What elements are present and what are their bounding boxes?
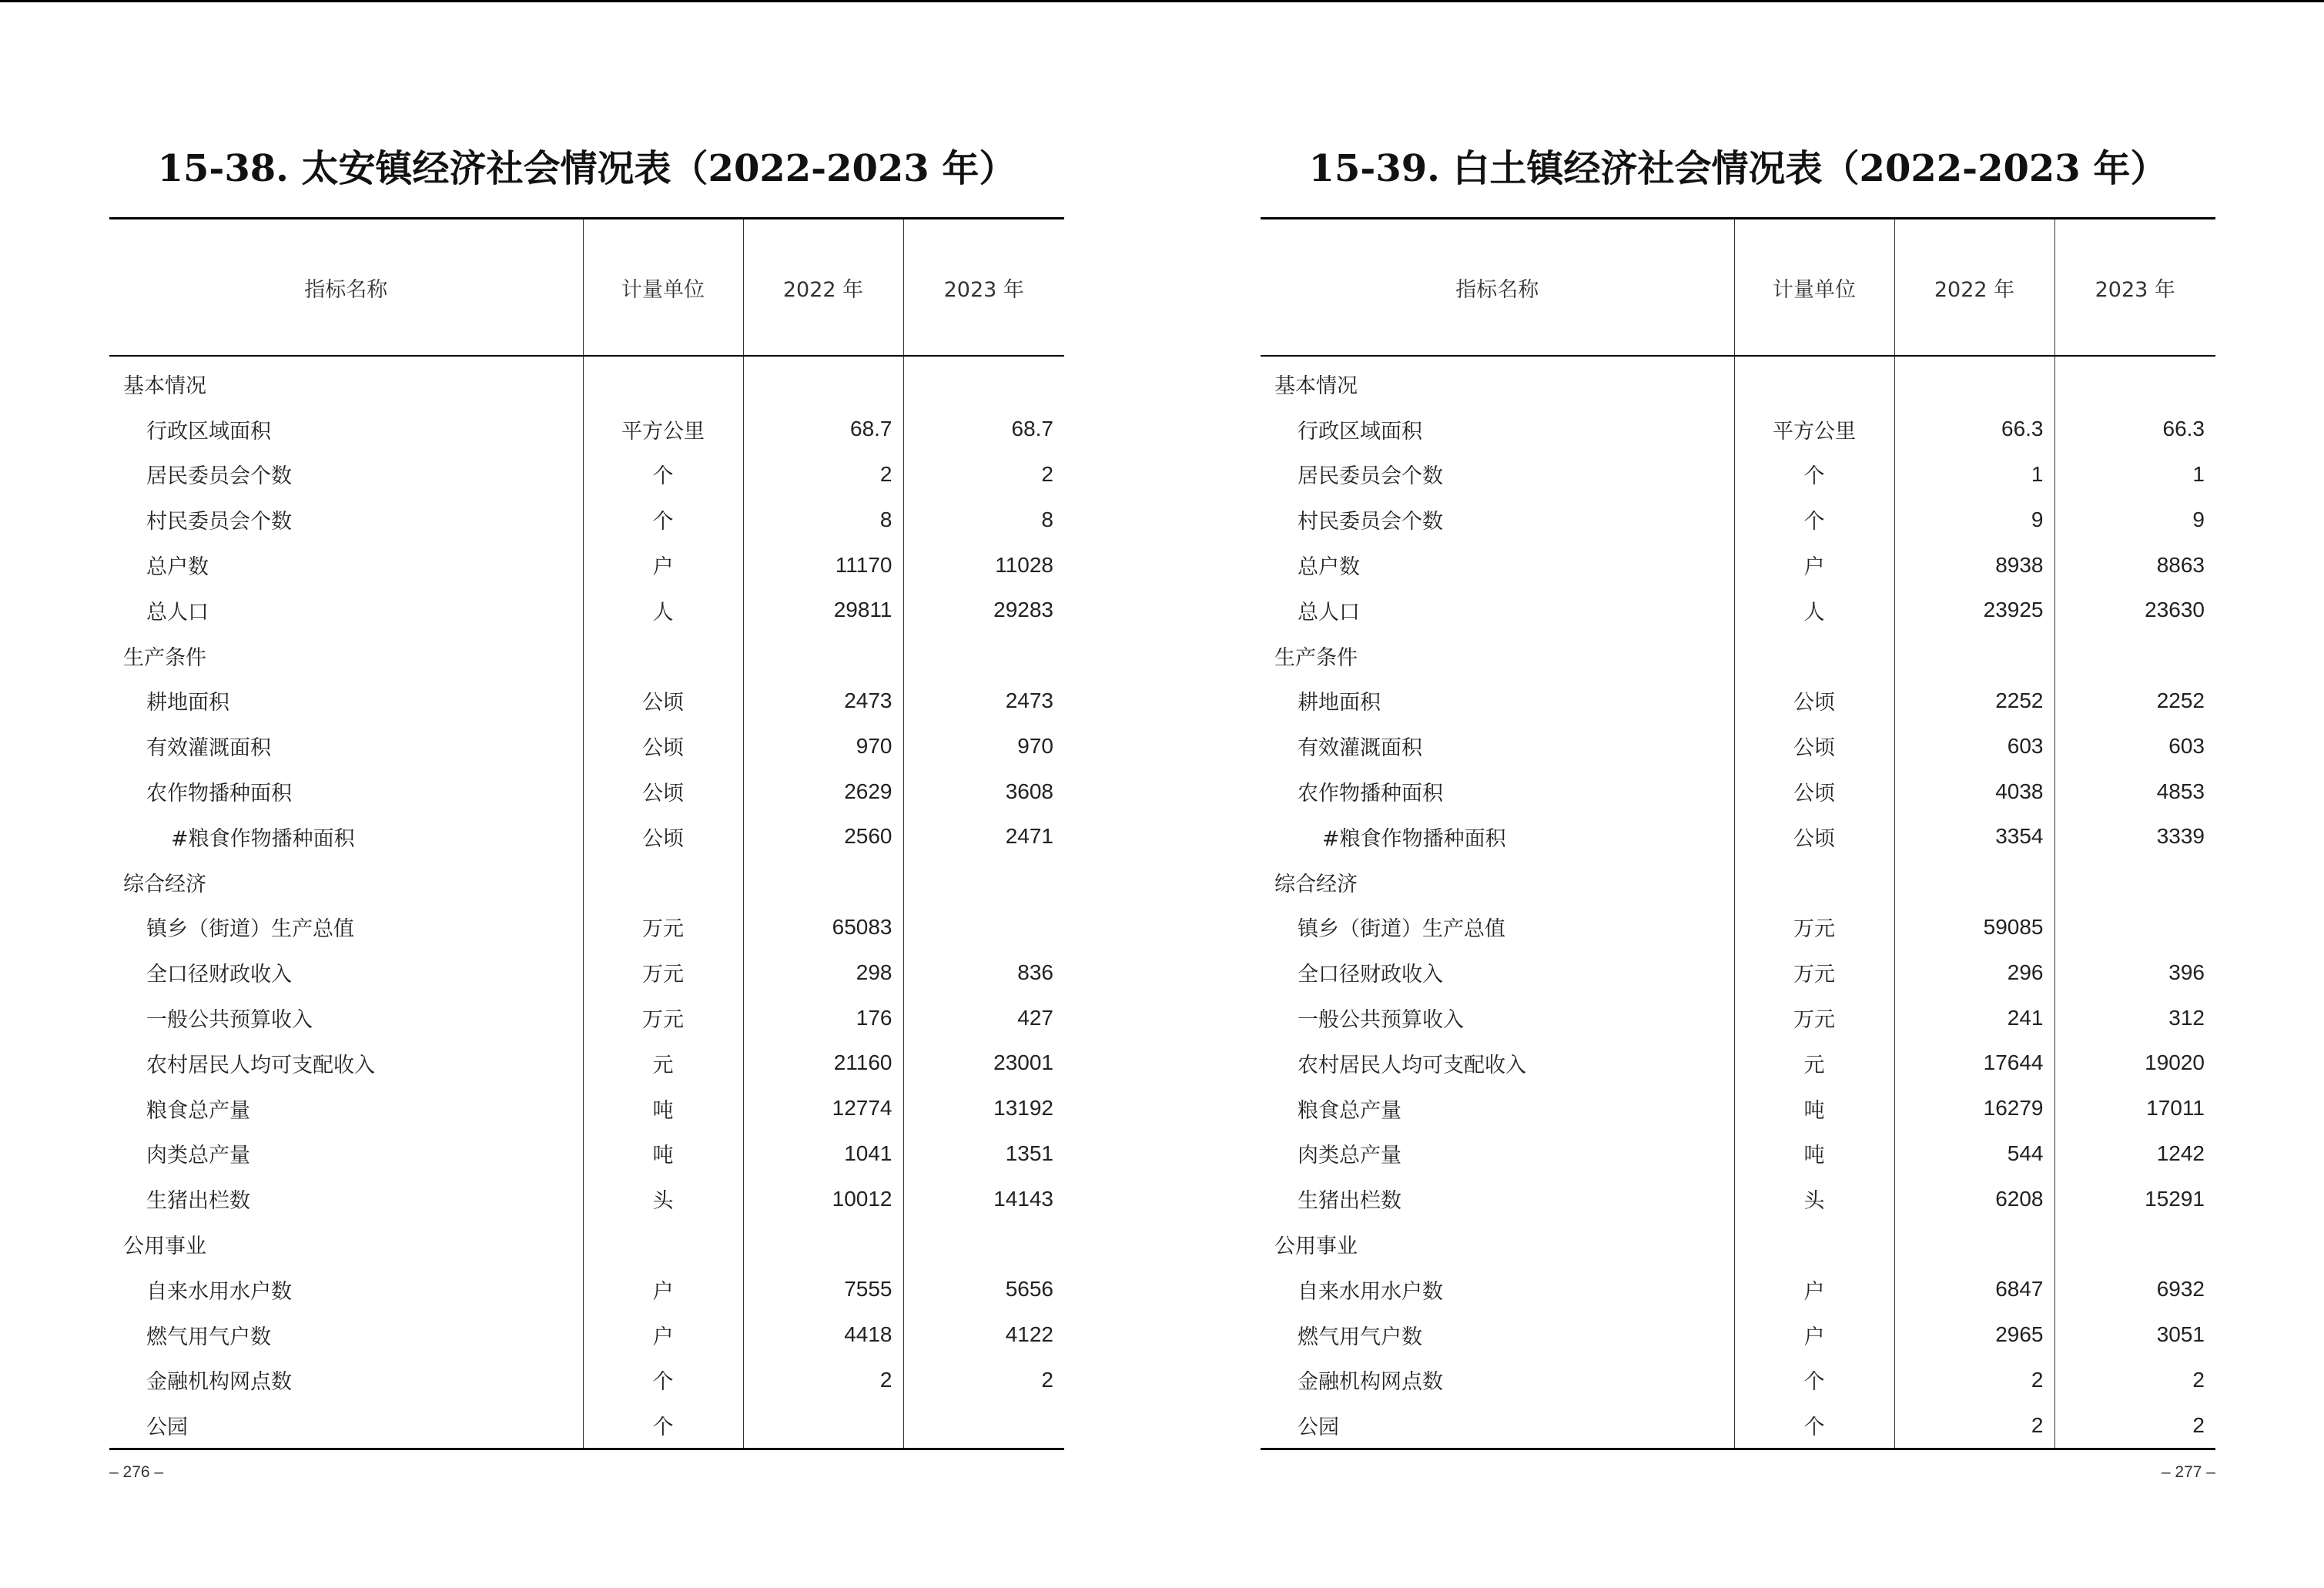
indicator-name-cell: 肉类总产量 — [146, 1144, 250, 1168]
value-2022-cell: 2965 — [1894, 1312, 2054, 1358]
value-2022-cell: 10012 — [743, 1176, 903, 1221]
value-2022-cell — [743, 859, 903, 905]
value-2023-cell: 836 — [903, 950, 1064, 995]
indicator-name-cell: 自来水用水户数 — [146, 1279, 292, 1304]
table-row — [1261, 1358, 2215, 1403]
table-row — [1261, 995, 2215, 1040]
indicator-name-cell: 综合经济 — [123, 872, 206, 896]
value-2023-cell — [2054, 356, 2215, 407]
unit-cell: 万元 — [583, 905, 743, 950]
value-2022-cell: 6847 — [1894, 1267, 2054, 1312]
header-indicator-name: 指标名称 — [1261, 219, 1734, 357]
header-year-2023: 2023 年 — [2054, 219, 2215, 357]
value-2022-cell: 8 — [743, 497, 903, 542]
unit-cell: 头 — [583, 1176, 743, 1221]
unit-cell: 户 — [1734, 1312, 1894, 1358]
table-row — [109, 497, 1064, 542]
indicator-name-cell: 生产条件 — [1274, 645, 1358, 670]
unit-cell: 吨 — [1734, 1086, 1894, 1131]
statistics-table — [1261, 217, 2215, 1450]
value-2023-cell: 6932 — [2054, 1267, 2215, 1312]
unit-cell: 吨 — [1734, 1131, 1894, 1177]
header-row — [1261, 219, 2215, 357]
table-row — [109, 1176, 1064, 1221]
unit-cell: 户 — [583, 542, 743, 588]
value-2023-cell: 1 — [2054, 452, 2215, 498]
value-2023-cell: 396 — [2054, 950, 2215, 995]
value-2023-cell: 1242 — [2054, 1131, 2215, 1177]
value-2022-cell: 4038 — [1894, 769, 2054, 814]
value-2023-cell: 2471 — [903, 814, 1064, 859]
table-section-row — [109, 633, 1064, 678]
indicator-name-cell: 基本情况 — [123, 374, 206, 398]
value-2023-cell: 2 — [903, 452, 1064, 498]
value-2022-cell: 544 — [1894, 1131, 2054, 1177]
indicator-name-cell: 生产条件 — [123, 645, 206, 670]
header-unit: 计量单位 — [1734, 219, 1894, 357]
value-2022-cell: 12774 — [743, 1086, 903, 1131]
value-2022-cell: 68.7 — [743, 407, 903, 452]
indicator-name-cell: 农村居民人均可支配收入 — [1298, 1053, 1526, 1077]
table-row — [1261, 588, 2215, 633]
unit-cell: 万元 — [583, 950, 743, 995]
indicator-name-cell: 总人口 — [1298, 600, 1360, 625]
value-2022-cell: 8938 — [1894, 542, 2054, 588]
value-2023-cell: 5656 — [903, 1267, 1064, 1312]
table-row — [109, 407, 1064, 452]
indicator-name-cell: 镇乡（街道）生产总值 — [146, 917, 354, 942]
unit-cell: 公顷 — [1734, 723, 1894, 769]
value-2023-cell — [903, 356, 1064, 407]
statistics-table — [109, 217, 1064, 1450]
unit-cell: 个 — [583, 452, 743, 498]
table-row — [1261, 1131, 2215, 1177]
indicator-name-cell: 总户数 — [1298, 555, 1360, 580]
indicator-name-cell: 综合经济 — [1274, 872, 1358, 896]
unit-cell: 吨 — [583, 1086, 743, 1131]
indicator-name-cell: 有效灌溉面积 — [1298, 736, 1422, 761]
table-row — [109, 678, 1064, 724]
header-year-2022: 2022 年 — [1894, 219, 2054, 357]
indicator-name-cell: 全口径财政收入 — [1298, 963, 1443, 987]
value-2023-cell: 8863 — [2054, 542, 2215, 588]
unit-cell: 人 — [1734, 588, 1894, 633]
table-row — [1261, 678, 2215, 724]
value-2022-cell: 16279 — [1894, 1086, 2054, 1131]
table-row — [1261, 1402, 2215, 1449]
table-section-row — [109, 356, 1064, 407]
value-2023-cell: 2473 — [903, 678, 1064, 724]
unit-cell: 公顷 — [583, 723, 743, 769]
value-2022-cell: 1041 — [743, 1131, 903, 1177]
unit-cell — [1734, 859, 1894, 905]
value-2023-cell: 15291 — [2054, 1176, 2215, 1221]
value-2022-cell — [743, 356, 903, 407]
table-row — [1261, 497, 2215, 542]
indicator-name-cell: 居民委员会个数 — [1298, 464, 1443, 489]
value-2022-cell — [743, 1402, 903, 1449]
indicator-name-cell: 居民委员会个数 — [146, 464, 292, 489]
indicator-name-cell: 一般公共预算收入 — [1298, 1008, 1464, 1033]
value-2023-cell: 312 — [2054, 995, 2215, 1040]
unit-cell: 个 — [583, 1402, 743, 1449]
unit-cell: 个 — [1734, 1358, 1894, 1403]
page-number: – 276 – — [109, 1463, 164, 1481]
value-2023-cell: 68.7 — [903, 407, 1064, 452]
indicator-name-cell: 有效灌溉面积 — [146, 736, 271, 761]
unit-cell: 户 — [583, 1267, 743, 1312]
indicator-name-cell: 总户数 — [146, 555, 209, 580]
value-2022-cell: 3354 — [1894, 814, 2054, 859]
value-2022-cell — [743, 633, 903, 678]
value-2022-cell: 9 — [1894, 497, 2054, 542]
unit-cell: 公顷 — [583, 678, 743, 724]
value-2022-cell: 970 — [743, 723, 903, 769]
table-title: 15-39. 白土镇经济社会情况表（2022-2023 年） — [1308, 147, 2168, 191]
unit-cell: 万元 — [1734, 950, 1894, 995]
value-2023-cell: 9 — [2054, 497, 2215, 542]
indicator-name-cell: 总人口 — [146, 600, 209, 625]
unit-cell: 平方公里 — [1734, 407, 1894, 452]
table-row — [1261, 814, 2215, 859]
value-2022-cell: 241 — [1894, 995, 2054, 1040]
unit-cell: 吨 — [583, 1131, 743, 1177]
table-row — [109, 1402, 1064, 1449]
indicator-name-cell: 全口径财政收入 — [146, 963, 292, 987]
value-2023-cell: 427 — [903, 995, 1064, 1040]
value-2023-cell: 2252 — [2054, 678, 2215, 724]
indicator-name-cell: 生猪出栏数 — [146, 1189, 250, 1214]
value-2022-cell: 2252 — [1894, 678, 2054, 724]
value-2023-cell — [2054, 1221, 2215, 1267]
table-body — [109, 356, 1064, 1449]
table-row — [1261, 1312, 2215, 1358]
unit-cell: 户 — [583, 1312, 743, 1358]
value-2023-cell: 4122 — [903, 1312, 1064, 1358]
table-title: 15-38. 太安镇经济社会情况表（2022-2023 年） — [157, 147, 1016, 191]
value-2023-cell: 4853 — [2054, 769, 2215, 814]
value-2023-cell: 17011 — [2054, 1086, 2215, 1131]
indicator-name-cell: 生猪出栏数 — [1298, 1189, 1401, 1214]
unit-cell — [1734, 633, 1894, 678]
indicator-name-cell: 自来水用水户数 — [1298, 1279, 1443, 1304]
table-row — [1261, 905, 2215, 950]
indicator-name-cell: 燃气用气户数 — [146, 1325, 271, 1349]
value-2022-cell: 2 — [1894, 1402, 2054, 1449]
value-2022-cell: 4418 — [743, 1312, 903, 1358]
value-2022-cell: 11170 — [743, 542, 903, 588]
unit-cell: 个 — [583, 1358, 743, 1403]
indicator-name-cell: 农村居民人均可支配收入 — [146, 1053, 375, 1077]
unit-cell — [583, 633, 743, 678]
indicator-name-cell: 粮食总产量 — [146, 1098, 250, 1123]
unit-cell: 万元 — [583, 995, 743, 1040]
unit-cell — [583, 859, 743, 905]
table-row — [109, 1086, 1064, 1131]
unit-cell: 个 — [583, 497, 743, 542]
table-row — [109, 995, 1064, 1040]
value-2023-cell — [2054, 905, 2215, 950]
value-2023-cell — [2054, 859, 2215, 905]
page-right — [1261, 0, 2215, 1588]
value-2023-cell: 2 — [903, 1358, 1064, 1403]
value-2022-cell: 2629 — [743, 769, 903, 814]
indicator-name-cell: 行政区域面积 — [1298, 419, 1422, 444]
value-2023-cell — [903, 633, 1064, 678]
unit-cell: 平方公里 — [583, 407, 743, 452]
table-row — [109, 723, 1064, 769]
indicator-name-cell: 公用事业 — [1274, 1235, 1358, 1259]
table-row — [1261, 1086, 2215, 1131]
value-2022-cell: 2560 — [743, 814, 903, 859]
unit-cell — [583, 356, 743, 407]
value-2022-cell: 2 — [1894, 1358, 2054, 1403]
indicator-name-cell: 燃气用气户数 — [1298, 1325, 1422, 1349]
unit-cell: 个 — [1734, 452, 1894, 498]
value-2023-cell: 603 — [2054, 723, 2215, 769]
value-2023-cell — [2054, 633, 2215, 678]
value-2022-cell: 17644 — [1894, 1040, 2054, 1086]
value-2022-cell: 2473 — [743, 678, 903, 724]
value-2023-cell: 3608 — [903, 769, 1064, 814]
value-2022-cell — [1894, 633, 2054, 678]
indicator-name-cell: 村民委员会个数 — [146, 510, 292, 534]
header-indicator-name: 指标名称 — [109, 219, 583, 357]
value-2022-cell: 603 — [1894, 723, 2054, 769]
unit-cell: 个 — [1734, 497, 1894, 542]
indicator-name-cell: 粮食总产量 — [1298, 1098, 1401, 1123]
header-row — [109, 219, 1064, 357]
table-row — [109, 588, 1064, 633]
indicator-name-cell: 金融机构网点数 — [1298, 1370, 1443, 1395]
table-row — [1261, 723, 2215, 769]
value-2022-cell: 23925 — [1894, 588, 2054, 633]
value-2022-cell: 6208 — [1894, 1176, 2054, 1221]
value-2023-cell: 970 — [903, 723, 1064, 769]
table-section-row — [109, 859, 1064, 905]
value-2023-cell: 1351 — [903, 1131, 1064, 1177]
value-2023-cell: 23630 — [2054, 588, 2215, 633]
value-2023-cell: 11028 — [903, 542, 1064, 588]
table-row — [1261, 1040, 2215, 1086]
indicator-name-cell: 公园 — [109, 1402, 583, 1449]
table-row — [1261, 950, 2215, 995]
header-year-2022: 2022 年 — [743, 219, 903, 357]
page-number: – 277 – — [2161, 1463, 2215, 1481]
value-2023-cell — [903, 905, 1064, 950]
value-2022-cell: 2 — [743, 452, 903, 498]
unit-cell: 户 — [1734, 1267, 1894, 1312]
table-row — [109, 1358, 1064, 1403]
unit-cell: 公顷 — [1734, 769, 1894, 814]
value-2023-cell — [903, 859, 1064, 905]
value-2022-cell — [743, 1221, 903, 1267]
table-section-row — [1261, 633, 2215, 678]
table-body — [1261, 356, 2215, 1449]
value-2022-cell: 29811 — [743, 588, 903, 633]
indicator-name-cell: 肉类总产量 — [1298, 1144, 1401, 1168]
indicator-name-cell: 基本情况 — [1274, 374, 1358, 398]
indicator-name-cell: 金融机构网点数 — [146, 1370, 292, 1395]
table-row — [109, 1312, 1064, 1358]
unit-cell: 公顷 — [1734, 678, 1894, 724]
table-row — [1261, 407, 2215, 452]
value-2023-cell: 2 — [2054, 1402, 2215, 1449]
value-2022-cell: 176 — [743, 995, 903, 1040]
page-left — [109, 0, 1064, 1588]
indicator-name-cell: 镇乡（街道）生产总值 — [1298, 917, 1505, 942]
table-row — [109, 905, 1064, 950]
unit-cell: 公顷 — [583, 814, 743, 859]
table-row — [109, 542, 1064, 588]
value-2022-cell: 2 — [743, 1358, 903, 1403]
indicator-name-cell: 行政区域面积 — [146, 419, 271, 444]
indicator-name-cell: 耕地面积 — [146, 691, 229, 715]
table-row — [109, 1040, 1064, 1086]
value-2023-cell: 3051 — [2054, 1312, 2215, 1358]
table-row — [109, 814, 1064, 859]
table-row — [109, 452, 1064, 498]
indicator-name-cell: 公用事业 — [123, 1235, 206, 1259]
unit-cell: 公顷 — [583, 769, 743, 814]
value-2022-cell — [1894, 356, 2054, 407]
indicator-name-cell: #粮食作物播种面积 — [171, 826, 355, 851]
value-2023-cell: 14143 — [903, 1176, 1064, 1221]
indicator-name-cell: 村民委员会个数 — [1298, 510, 1443, 534]
value-2022-cell — [1894, 859, 2054, 905]
table-row — [109, 1131, 1064, 1177]
unit-cell: 万元 — [1734, 995, 1894, 1040]
value-2023-cell: 66.3 — [2054, 407, 2215, 452]
table-row — [1261, 542, 2215, 588]
unit-cell — [583, 1221, 743, 1267]
value-2023-cell: 19020 — [2054, 1040, 2215, 1086]
value-2022-cell: 1 — [1894, 452, 2054, 498]
value-2023-cell — [903, 1402, 1064, 1449]
unit-cell — [1734, 356, 1894, 407]
table-row — [1261, 1267, 2215, 1312]
table-section-row — [1261, 1221, 2215, 1267]
unit-cell: 万元 — [1734, 905, 1894, 950]
value-2023-cell: 8 — [903, 497, 1064, 542]
unit-cell: 人 — [583, 588, 743, 633]
table-row — [109, 1267, 1064, 1312]
indicator-name-cell: 农作物播种面积 — [146, 782, 292, 806]
table-row — [1261, 1176, 2215, 1221]
value-2022-cell: 21160 — [743, 1040, 903, 1086]
unit-cell: 户 — [1734, 542, 1894, 588]
value-2023-cell: 13192 — [903, 1086, 1064, 1131]
value-2022-cell: 66.3 — [1894, 407, 2054, 452]
unit-cell: 公顷 — [1734, 814, 1894, 859]
value-2023-cell: 23001 — [903, 1040, 1064, 1086]
value-2022-cell: 59085 — [1894, 905, 2054, 950]
unit-cell: 元 — [1734, 1040, 1894, 1086]
indicator-name-cell: 公园 — [1261, 1402, 1734, 1449]
unit-cell — [1734, 1221, 1894, 1267]
unit-cell: 个 — [1734, 1402, 1894, 1449]
value-2023-cell — [903, 1221, 1064, 1267]
value-2022-cell: 298 — [743, 950, 903, 995]
value-2023-cell: 29283 — [903, 588, 1064, 633]
table-section-row — [1261, 859, 2215, 905]
header-year-2023: 2023 年 — [903, 219, 1064, 357]
table-row — [109, 769, 1064, 814]
table-row — [109, 950, 1064, 995]
unit-cell: 头 — [1734, 1176, 1894, 1221]
table-row — [1261, 769, 2215, 814]
table-row — [1261, 452, 2215, 498]
header-unit: 计量单位 — [583, 219, 743, 357]
unit-cell: 元 — [583, 1040, 743, 1086]
value-2023-cell: 2 — [2054, 1358, 2215, 1403]
value-2022-cell: 65083 — [743, 905, 903, 950]
indicator-name-cell: 农作物播种面积 — [1298, 782, 1443, 806]
value-2022-cell: 7555 — [743, 1267, 903, 1312]
indicator-name-cell: 一般公共预算收入 — [146, 1008, 313, 1033]
table-section-row — [1261, 356, 2215, 407]
value-2022-cell — [1894, 1221, 2054, 1267]
value-2022-cell: 296 — [1894, 950, 2054, 995]
indicator-name-cell: 耕地面积 — [1298, 691, 1381, 715]
indicator-name-cell: #粮食作物播种面积 — [1322, 826, 1506, 851]
value-2023-cell: 3339 — [2054, 814, 2215, 859]
table-section-row — [109, 1221, 1064, 1267]
